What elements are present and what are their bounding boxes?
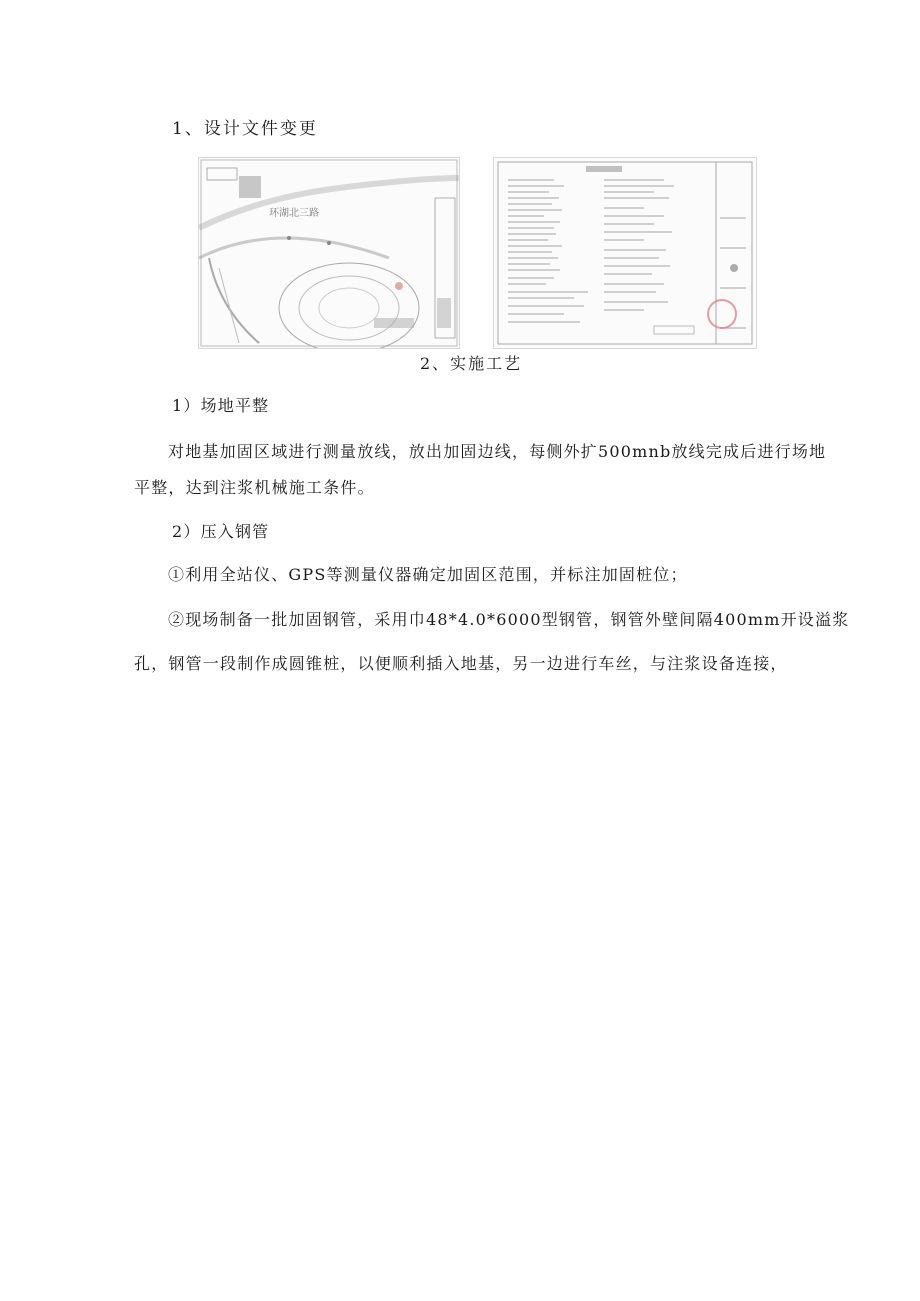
section-heading-design-change: 1、设计文件变更 (172, 119, 318, 139)
paragraph-pipe-line2: 孔，钢管一段制作成圆锥桩，以便顺利插入地基，另一边进行车丝，与注浆设备连接， (134, 654, 788, 673)
figure-caption: 2、实施工艺 (420, 354, 523, 373)
road-label: 环湖北三路 (269, 208, 319, 219)
subheading-site-leveling: 1）场地平整 (172, 396, 270, 415)
paragraph-pipe-line1: ②现场制备一批加固钢管，采用巾48*4.0*6000型钢管，钢管外壁间隔400mm开设溢浆 (168, 610, 850, 629)
paragraph-leveling-line1: 对地基加固区域进行测量放线，放出加固边线，每侧外扩500mnb放线完成后进行场地 (168, 442, 827, 461)
paragraph-survey: ①利用全站仪、GPS等测量仪器确定加固区范围，并标注加固桩位； (168, 565, 688, 584)
subheading-press-pipe: 2）压入钢管 (172, 522, 270, 541)
red-seal-stamp (708, 300, 736, 328)
design-notes-drawing-image (493, 157, 757, 349)
site-plan-drawing-image (198, 157, 460, 349)
paragraph-leveling-line2: 平整，达到注浆机械施工条件。 (134, 478, 375, 497)
